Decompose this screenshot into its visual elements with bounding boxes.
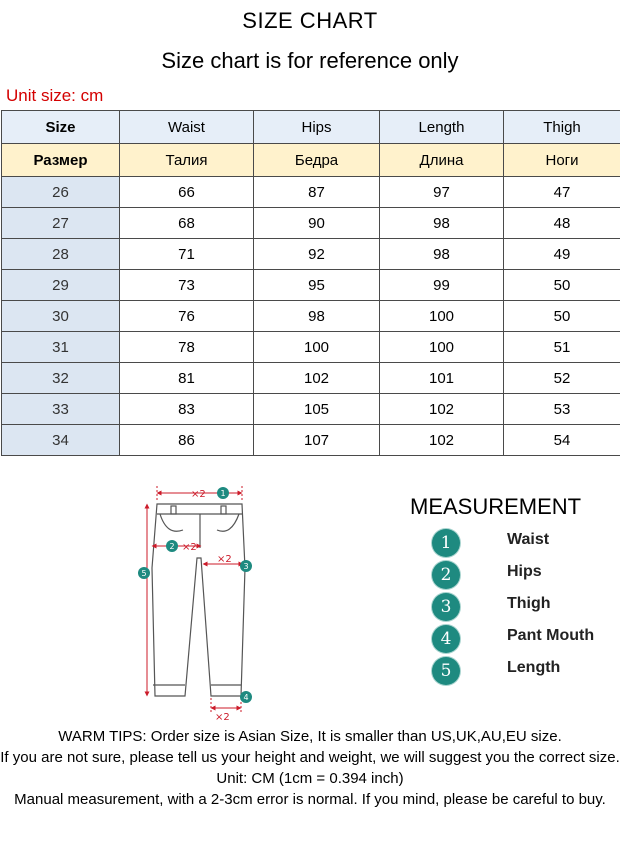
marker-waist: 1 [220, 489, 226, 498]
cell-hips: 100 [254, 332, 380, 363]
measurement-label: Pant Mouth [507, 627, 595, 644]
header-thigh: Thigh [504, 111, 620, 144]
tips-line: Unit: CM (1cm = 0.394 inch) [216, 770, 404, 787]
table-row [2, 332, 620, 363]
pants-outline-icon [152, 504, 245, 696]
cell-size: 33 [2, 394, 120, 425]
cell-thigh: 51 [504, 332, 620, 363]
cell-hips: 105 [254, 394, 380, 425]
size-table [1, 110, 620, 456]
header-length: Length [380, 111, 504, 144]
cell-size: 31 [2, 332, 120, 363]
table-row [2, 425, 620, 456]
cell-size: 34 [2, 425, 120, 456]
cell-waist: 81 [120, 363, 254, 394]
number-five-icon: 5 [432, 657, 460, 685]
times2-label: ×2 [182, 542, 197, 553]
cell-waist: 66 [120, 177, 254, 208]
table-row [2, 301, 620, 332]
cell-length: 99 [380, 270, 504, 301]
header-waist: Waist [120, 111, 254, 144]
header-hips-ru: Бедра [254, 144, 380, 177]
header-size: Size [2, 111, 120, 144]
cell-hips: 102 [254, 363, 380, 394]
header-length-ru: Длина [380, 144, 504, 177]
table-row [2, 239, 620, 270]
measurement-label: Hips [507, 563, 542, 580]
marker-length: 5 [141, 569, 147, 578]
tips-line: Manual measurement, with a 2-3cm error is normal. If you mind, please be careful to buy. [14, 791, 606, 808]
table-row [2, 177, 620, 208]
marker-pant-mouth: 4 [243, 693, 249, 702]
times2-label: ×2 [191, 489, 206, 500]
header-hips: Hips [254, 111, 380, 144]
cell-waist: 78 [120, 332, 254, 363]
cell-size: 32 [2, 363, 120, 394]
number-one-icon: 1 [432, 529, 460, 557]
cell-size: 30 [2, 301, 120, 332]
cell-thigh: 54 [504, 425, 620, 456]
cell-length: 98 [380, 239, 504, 270]
cell-length: 101 [380, 363, 504, 394]
header-thigh-ru: Ноги [504, 144, 620, 177]
cell-hips: 95 [254, 270, 380, 301]
cell-hips: 87 [254, 177, 380, 208]
marker-hips: 2 [169, 542, 175, 551]
pants-diagram [125, 478, 265, 723]
measurement-label: Waist [507, 531, 550, 548]
cell-waist: 68 [120, 208, 254, 239]
cell-thigh: 50 [504, 270, 620, 301]
cell-length: 98 [380, 208, 504, 239]
table-row [2, 208, 620, 239]
times2-label: ×2 [215, 712, 230, 723]
tips-line: If you are not sure, please tell us your height and weight, we will suggest you the correct size. [0, 749, 620, 766]
table-row [2, 270, 620, 301]
cell-thigh: 49 [504, 239, 620, 270]
warm-tips [0, 726, 620, 810]
number-four-icon: 4 [432, 625, 460, 653]
cell-length: 97 [380, 177, 504, 208]
header-waist-ru: Талия [120, 144, 254, 177]
marker-thigh: 3 [243, 562, 249, 571]
cell-waist: 73 [120, 270, 254, 301]
cell-size: 26 [2, 177, 120, 208]
cell-thigh: 53 [504, 394, 620, 425]
cell-length: 102 [380, 394, 504, 425]
table-header-row-english [2, 111, 620, 144]
table-row [2, 363, 620, 394]
cell-hips: 92 [254, 239, 380, 270]
number-three-icon: 3 [432, 593, 460, 621]
number-two-icon: 2 [432, 561, 460, 589]
table-row [2, 394, 620, 425]
cell-length: 100 [380, 332, 504, 363]
cell-thigh: 48 [504, 208, 620, 239]
cell-thigh: 50 [504, 301, 620, 332]
cell-waist: 86 [120, 425, 254, 456]
page-subtitle: Size chart is for reference only [161, 48, 459, 73]
cell-size: 29 [2, 270, 120, 301]
measurement-label: Length [507, 659, 561, 676]
cell-size: 27 [2, 208, 120, 239]
cell-waist: 83 [120, 394, 254, 425]
cell-size: 28 [2, 239, 120, 270]
cell-thigh: 52 [504, 363, 620, 394]
cell-length: 100 [380, 301, 504, 332]
table-header-row-russian [2, 144, 620, 177]
measurement-title: MEASUREMENT [410, 494, 582, 519]
cell-waist: 76 [120, 301, 254, 332]
cell-thigh: 47 [504, 177, 620, 208]
tips-line: WARM TIPS: Order size is Asian Size, It is smaller than US,UK,AU,EU size. [58, 728, 562, 745]
times2-label: ×2 [217, 554, 232, 565]
cell-hips: 107 [254, 425, 380, 456]
header-size-ru: Размер [2, 144, 120, 177]
cell-hips: 98 [254, 301, 380, 332]
page-title: SIZE CHART [242, 8, 378, 33]
cell-waist: 71 [120, 239, 254, 270]
cell-hips: 90 [254, 208, 380, 239]
unit-label: Unit size: cm [6, 86, 104, 105]
measurement-label: Thigh [507, 595, 551, 612]
cell-length: 102 [380, 425, 504, 456]
